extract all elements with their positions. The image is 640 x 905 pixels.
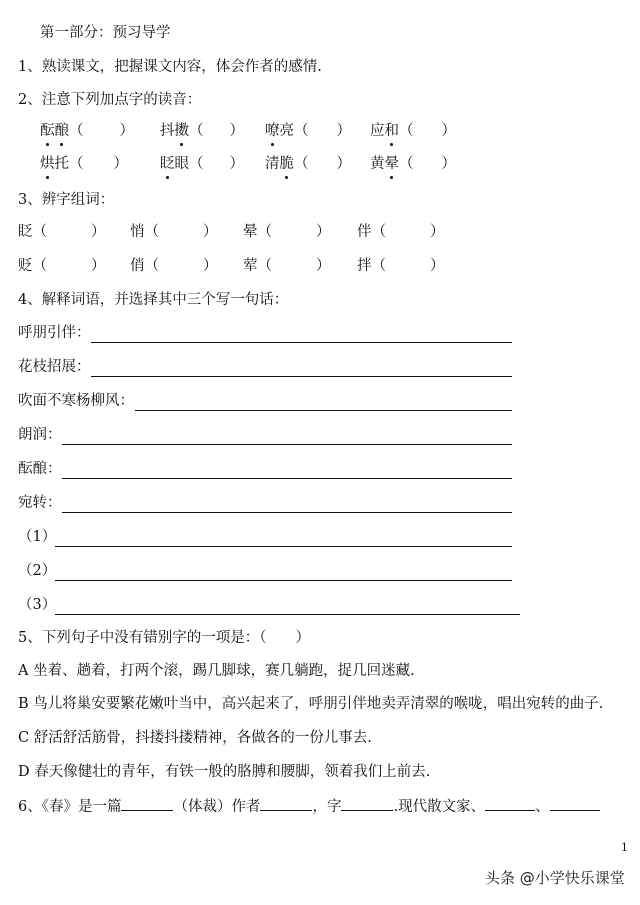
fill-blank[interactable] (121, 796, 173, 811)
pinyin-item: 酝酿（ ） (40, 123, 134, 139)
answer-line[interactable] (55, 614, 520, 615)
dotted-char: 擞 (174, 123, 189, 139)
dotted-char: 晕 (384, 156, 399, 172)
watermark: 头条 @小学快乐课堂 (485, 869, 625, 887)
option-c: C 舒活舒活筋骨，抖搂抖搂精神，各做各的一份儿事去. (18, 730, 372, 746)
word-group-item: 贬（ ） (18, 258, 106, 274)
question-5-title: 5、下列句子中没有错别字的一项是：（ ） (18, 630, 310, 646)
word-group-item: 伴（ ） (357, 224, 445, 240)
dotted-char: 脆 (279, 156, 294, 172)
pinyin-item: 清脆（ ） (265, 156, 351, 172)
option-b: B 鸟儿将巢安要繁花嫩叶当中，高兴起来了，呼朋引伴地卖弄清翠的喉咙，唱出宛转的曲子. (18, 696, 604, 712)
dotted-char: 酝 (40, 123, 55, 139)
word-group-item: 晕（ ） (243, 224, 331, 240)
plain-char: 抖 (160, 123, 175, 139)
pinyin-item: 黄晕（ ） (370, 156, 456, 172)
dotted-char: 烘 (40, 156, 55, 172)
dotted-char: 眨 (160, 156, 175, 172)
term-label: 酝酿： (18, 461, 62, 477)
plain-char: 黄 (370, 156, 385, 172)
word-group-item: 眨（ ） (18, 224, 106, 240)
question-4-title: 4、解释词语，并选择其中三个写一句话： (18, 292, 289, 308)
term-label: 花枝招展： (18, 359, 91, 375)
answer-line[interactable] (62, 478, 512, 479)
sentence-label: （2） (18, 563, 57, 579)
answer-line[interactable] (91, 376, 512, 377)
fill-blank[interactable] (260, 796, 312, 811)
answer-line[interactable] (91, 342, 512, 343)
term-label: 呼朋引伴： (18, 325, 91, 341)
dotted-char: 酿 (54, 123, 69, 139)
answer-line[interactable] (55, 546, 512, 547)
fill-blank[interactable] (341, 796, 393, 811)
plain-char: 托 (54, 156, 69, 172)
page-number: 1 (621, 841, 628, 854)
pinyin-item: 嘹亮（ ） (265, 123, 351, 139)
answer-line[interactable] (55, 580, 512, 581)
option-d: D 春天像健壮的青年，有铁一般的胳膊和腰脚，领着我们上前去. (18, 764, 431, 780)
pinyin-item: 眨眼（ ） (160, 156, 244, 172)
fill-blank[interactable] (550, 796, 600, 811)
fill-blank[interactable] (485, 796, 535, 811)
sentence-label: （1） (18, 529, 57, 545)
term-label: 宛转： (18, 495, 62, 511)
plain-char: 应 (370, 123, 385, 139)
question-1: 1、熟读课文，把握课文内容，体会作者的感情. (18, 59, 322, 75)
dotted-char: 和 (384, 123, 399, 139)
pinyin-item: 抖擞（ ） (160, 123, 244, 139)
option-a: A 坐着、趟着，打两个滚，踢几脚球，赛几躺跑，捉几回迷藏. (18, 663, 415, 679)
plain-char: 亮 (279, 123, 294, 139)
question-6: 6、《春》是一篇 （体裁）作者 ，字 .现代散文家、 、 (18, 796, 600, 817)
plain-char: 清 (265, 156, 280, 172)
word-group-item: 拌（ ） (357, 258, 445, 274)
part-title: 第一部分：预习导学 (40, 25, 171, 41)
term-label: 吹面不寒杨柳风： (18, 393, 134, 409)
word-group-item: 荤（ ） (243, 258, 331, 274)
dotted-char: 嘹 (265, 123, 280, 139)
word-group-item: 悄（ ） (130, 224, 218, 240)
question-2-title: 2、注意下列加点字的读音： (18, 92, 202, 108)
answer-line[interactable] (62, 444, 512, 445)
question-3-title: 3、辨字组词： (18, 192, 115, 208)
pinyin-item: 应和（ ） (370, 123, 456, 139)
answer-line[interactable] (62, 512, 512, 513)
term-label: 朗润： (18, 427, 62, 443)
word-group-item: 俏（ ） (130, 258, 218, 274)
plain-char: 眼 (174, 156, 189, 172)
pinyin-item: 烘托（ ） (40, 156, 128, 172)
sentence-label: （3） (18, 597, 57, 613)
answer-line[interactable] (135, 410, 512, 411)
